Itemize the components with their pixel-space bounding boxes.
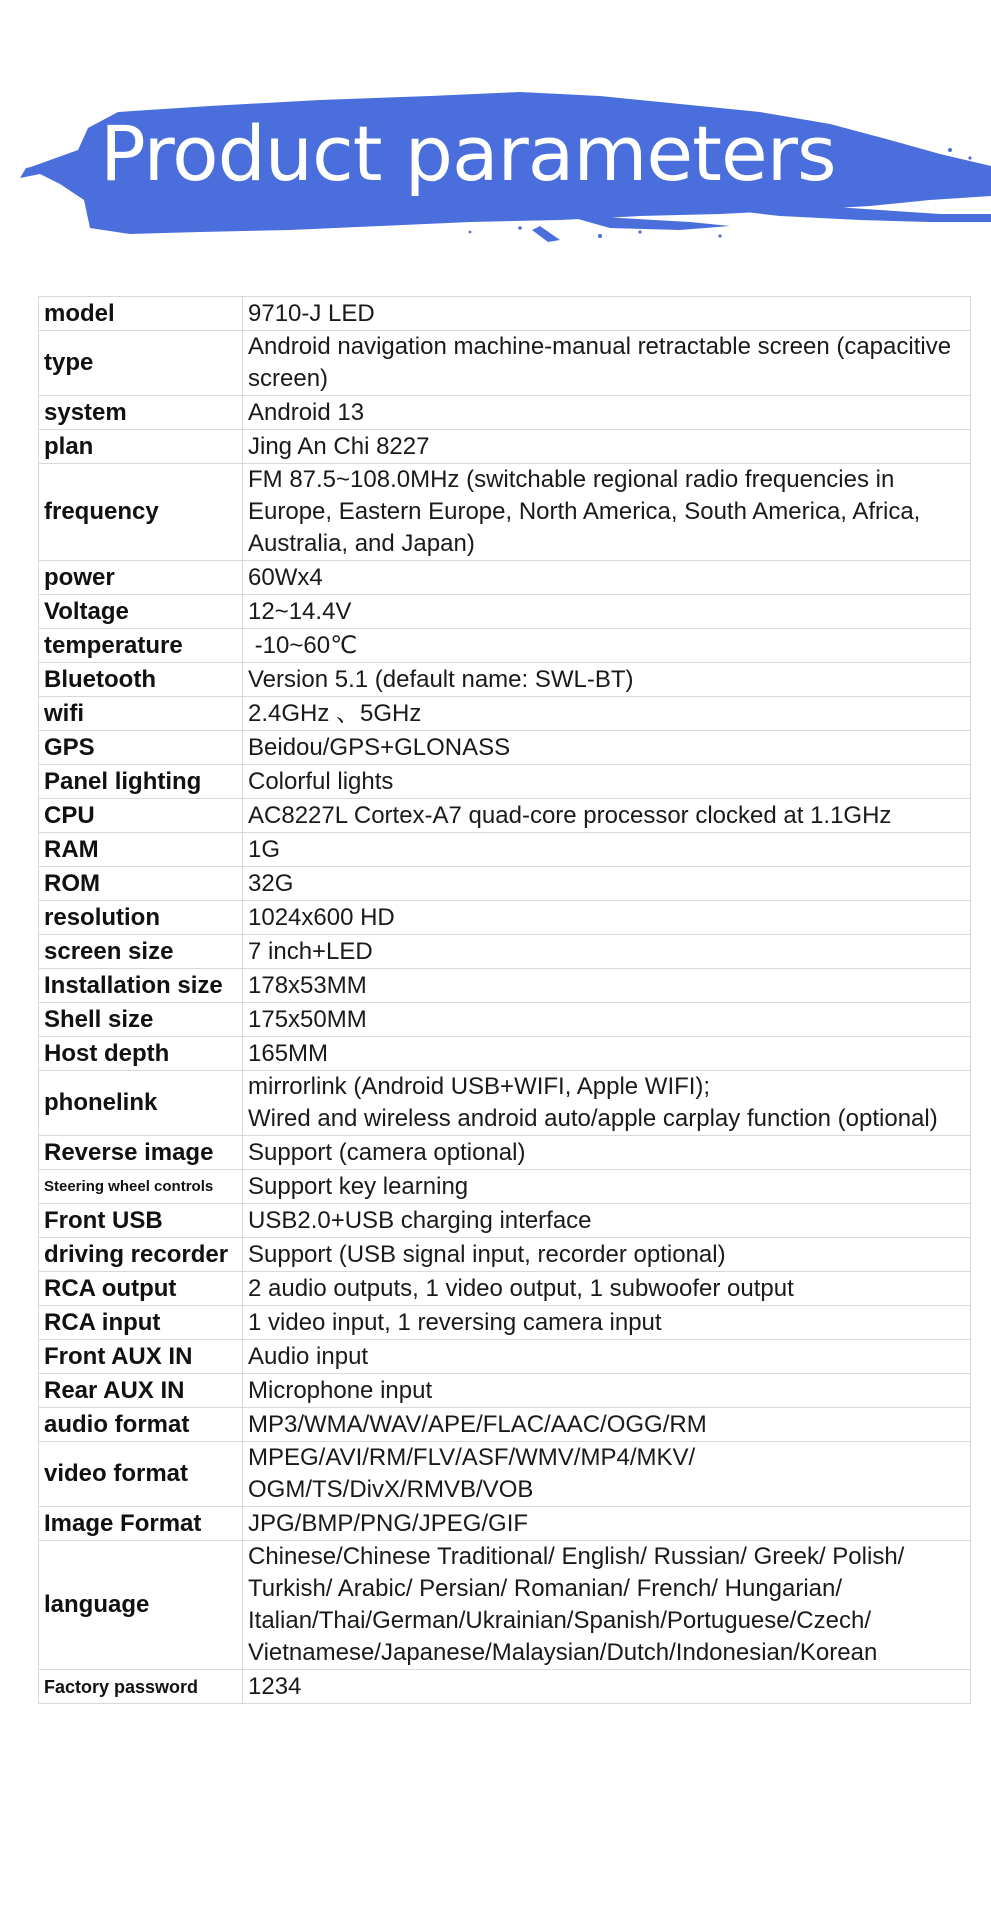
spec-label: Steering wheel controls [39,1170,243,1204]
table-row [39,1408,971,1442]
spec-value: Android 13 [243,396,971,430]
table-row [39,1374,971,1408]
spec-label: RCA input [39,1306,243,1340]
spec-value-line: Wired and wireless android auto/apple carplay function (optional) [248,1105,938,1132]
spec-value: Version 5.1 (default name: SWL-BT) [243,663,971,697]
spec-value-line: mirrorlink (Android USB+WIFI, Apple WIFI); [248,1073,711,1100]
page-title: Product parameters [100,109,836,198]
spec-label: Installation size [39,969,243,1003]
table-row [39,1003,971,1037]
spec-label: model [39,297,243,331]
spec-label: phonelink [39,1071,243,1136]
spec-label: screen size [39,935,243,969]
spec-label: CPU [39,799,243,833]
spec-label: system [39,396,243,430]
table-row [39,731,971,765]
spec-value: AC8227L Cortex-A7 quad-core processor clocked at 1.1GHz [243,799,971,833]
spec-label: Front USB [39,1204,243,1238]
table-row [39,663,971,697]
spec-value: 2 audio outputs, 1 video output, 1 subwoofer output [243,1272,971,1306]
table-row [39,331,971,396]
spec-value: Support (camera optional) [243,1136,971,1170]
header-banner [0,0,991,250]
spec-value-line: Vietnamese/Japanese/Malaysian/Dutch/Indonesian/Korean [248,1639,878,1666]
spec-label: language [39,1541,243,1670]
spec-value: 60Wx4 [243,561,971,595]
spec-label: frequency [39,464,243,561]
table-row [39,1071,971,1136]
spec-value: Beidou/GPS+GLONASS [243,731,971,765]
table-row [39,1136,971,1170]
table-row [39,799,971,833]
table-row [39,430,971,464]
spec-value: Support (USB signal input, recorder optional) [243,1238,971,1272]
spec-label: Factory password [39,1670,243,1704]
spec-value: 1G [243,833,971,867]
spec-label: temperature [39,629,243,663]
spec-value: USB2.0+USB charging interface [243,1204,971,1238]
spec-label: GPS [39,731,243,765]
spec-label: Reverse image [39,1136,243,1170]
table-row [39,1170,971,1204]
spec-value-line: Turkish/ Arabic/ Persian/ Romanian/ French/ Hungarian/ [248,1575,843,1602]
spec-value: 178x53MM [243,969,971,1003]
table-row [39,969,971,1003]
spec-label: Bluetooth [39,663,243,697]
spec-label: wifi [39,697,243,731]
table-row [39,1037,971,1071]
spec-table [38,296,971,1704]
table-row [39,697,971,731]
table-row [39,867,971,901]
spec-label: Host depth [39,1037,243,1071]
table-row [39,595,971,629]
spec-value: 2.4GHz 、5GHz [243,697,971,731]
spec-label: Shell size [39,1003,243,1037]
spec-label: power [39,561,243,595]
spec-label: Voltage [39,595,243,629]
spec-value: 7 inch+LED [243,935,971,969]
spec-value [243,1541,971,1670]
spec-label: type [39,331,243,396]
spec-value: 165MM [243,1037,971,1071]
table-row [39,1306,971,1340]
table-row [39,1204,971,1238]
spec-label: resolution [39,901,243,935]
spec-value: MP3/WMA/WAV/APE/FLAC/AAC/OGG/RM [243,1408,971,1442]
spec-value: FM 87.5~108.0MHz (switchable regional radio frequencies in Europe, Eastern Europe, North America, South America, Africa, Australia, and Japan) [243,464,971,561]
spec-label: Image Format [39,1507,243,1541]
table-row [39,464,971,561]
spec-value: Android navigation machine-manual retractable screen (capacitive screen) [243,331,971,396]
spec-value: JPG/BMP/PNG/JPEG/GIF [243,1507,971,1541]
spec-value [243,1071,971,1136]
table-row [39,1670,971,1704]
table-row [39,1541,971,1670]
table-row [39,1507,971,1541]
spec-value-line: MPEG/AVI/RM/FLV/ASF/WMV/MP4/MKV/ [248,1444,696,1471]
spec-value [243,1442,971,1507]
spec-label: driving recorder [39,1238,243,1272]
table-row [39,297,971,331]
spec-label: Panel lighting [39,765,243,799]
spec-value: Colorful lights [243,765,971,799]
spec-value: 1 video input, 1 reversing camera input [243,1306,971,1340]
spec-label: RAM [39,833,243,867]
spec-label: plan [39,430,243,464]
spec-value: Support key learning [243,1170,971,1204]
table-row [39,901,971,935]
spec-value-line: Chinese/Chinese Traditional/ English/ Russian/ Greek/ Polish/ [248,1543,905,1570]
table-row [39,833,971,867]
spec-value: 9710-J LED [243,297,971,331]
spec-value-line: OGM/TS/DivX/RMVB/VOB [248,1476,534,1503]
spec-value-line: Italian/Thai/German/Ukrainian/Spanish/Portuguese/Czech/ [248,1607,871,1634]
spec-label: video format [39,1442,243,1507]
table-row [39,561,971,595]
table-row [39,765,971,799]
table-row [39,1442,971,1507]
spec-label: Front AUX IN [39,1340,243,1374]
spec-label: audio format [39,1408,243,1442]
table-row [39,396,971,430]
spec-value: 175x50MM [243,1003,971,1037]
spec-value: -10~60℃ [243,629,971,663]
table-row [39,1238,971,1272]
spec-value: Jing An Chi 8227 [243,430,971,464]
table-row [39,1340,971,1374]
spec-label: RCA output [39,1272,243,1306]
spec-label: Rear AUX IN [39,1374,243,1408]
spec-value: Microphone input [243,1374,971,1408]
spec-label: ROM [39,867,243,901]
spec-value: 1024x600 HD [243,901,971,935]
table-row [39,629,971,663]
spec-value: 12~14.4V [243,595,971,629]
spec-value: 32G [243,867,971,901]
spec-value: 1234 [243,1670,971,1704]
table-row [39,935,971,969]
spec-value: Audio input [243,1340,971,1374]
table-row [39,1272,971,1306]
